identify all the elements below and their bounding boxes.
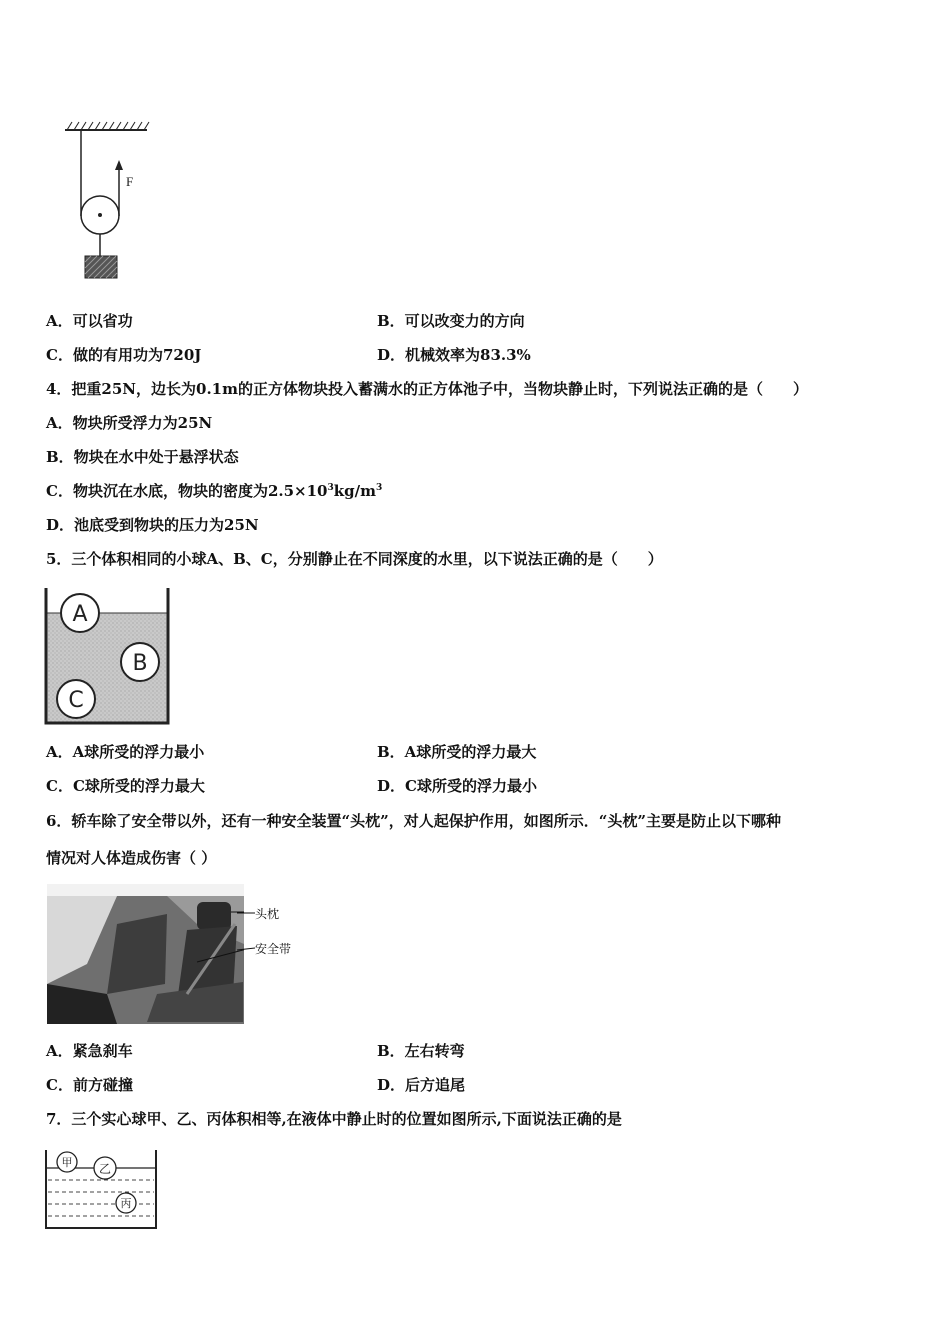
ball-b-label: B [132, 651, 148, 676]
ball-yi-label: 乙 [98, 1162, 112, 1176]
water-tank-figure [44, 586, 172, 728]
pulley-figure [55, 118, 155, 283]
q4-option-d[interactable]: D．池底受到物块的压力为25N [46, 516, 259, 534]
q4-option-c[interactable] [46, 481, 382, 501]
q6-option-d[interactable]: D．后方追尾 [377, 1076, 466, 1094]
q4-option-b[interactable]: B．物块在水中处于悬浮状态 [46, 448, 239, 466]
q7-stem: 7．三个实心球甲、乙、丙体积相等,在液体中静止时的位置如图所示,下面说法正确的是 [46, 1110, 622, 1128]
ball-c-label: C [68, 688, 84, 713]
q5-option-a[interactable]: A．A球所受的浮力最小 [46, 743, 205, 761]
seatbelt-label: 安全带 [255, 942, 292, 956]
q4-option-c-text: C．物块沉在水底，物块的密度为2.5×10 [46, 482, 328, 500]
q4-option-c-unit-exponent: 3 [375, 483, 383, 493]
q4-option-a[interactable]: A．物块所受浮力为25N [46, 414, 213, 432]
q6-stem-line2: 情况对人体造成伤害（ ） [46, 849, 217, 867]
q6-option-a[interactable]: A．紧急刹车 [46, 1042, 133, 1060]
q6-stem-line1: 6．轿车除了安全带以外，还有一种安全装置“头枕”，对人起保护作用，如图所示．“头枕”主要是防止以下哪种 [46, 812, 781, 830]
force-label: F [126, 174, 134, 189]
q4-option-c-unit: kg/m [333, 482, 376, 500]
q6-option-b[interactable]: B．左右转弯 [377, 1042, 465, 1060]
q4-option-c-exponent: 3 [327, 483, 334, 493]
headrest-label: 头枕 [255, 907, 280, 921]
ball-bing-label: 丙 [120, 1197, 132, 1210]
q6-option-c[interactable]: C．前方碰撞 [46, 1076, 133, 1094]
q3-option-d[interactable]: D．机械效率为83.3% [377, 346, 531, 364]
ball-a-label: A [72, 602, 88, 627]
q4-stem: 4．把重25N，边长为0.1m的正方体物块投入蓄满水的正方体池子中，当物块静止时，下列说法正确的是（ ） [46, 380, 808, 398]
q5-option-b[interactable]: B．A球所受的浮力最大 [377, 743, 537, 761]
q5-option-c[interactable]: C．C球所受的浮力最大 [46, 777, 205, 795]
car-seat-photo [47, 884, 297, 1026]
q3-option-c[interactable]: C．做的有用功为720J [46, 346, 202, 364]
q3-option-b[interactable]: B．可以改变力的方向 [377, 312, 525, 330]
q5-option-d[interactable]: D．C球所受的浮力最小 [377, 777, 537, 795]
liquid-container-figure [44, 1148, 160, 1232]
q5-stem: 5．三个体积相同的小球A、B、C，分别静止在不同深度的水里，以下说法正确的是（ ） [46, 550, 663, 568]
q3-option-a[interactable]: A．可以省功 [46, 312, 133, 330]
ball-jia-label: 甲 [61, 1156, 73, 1169]
